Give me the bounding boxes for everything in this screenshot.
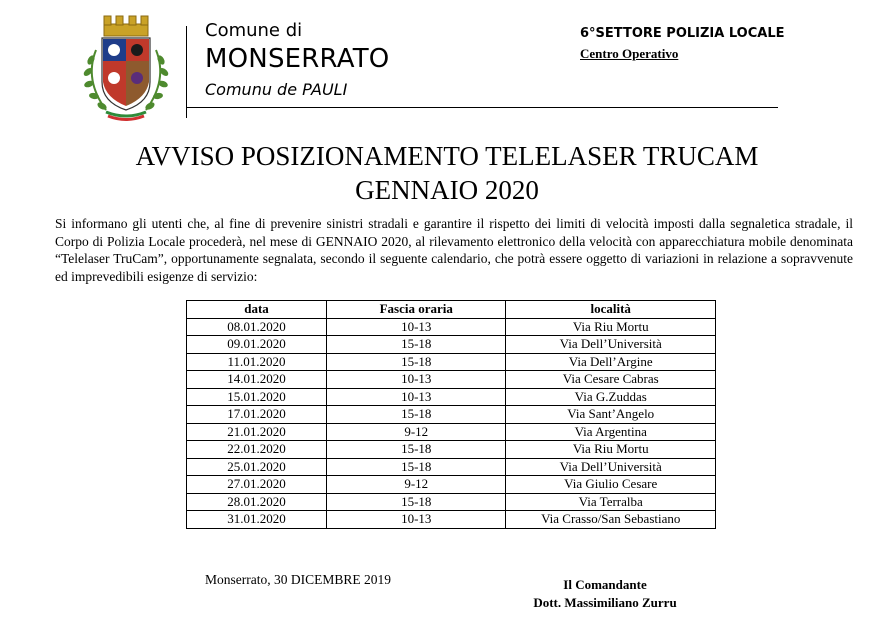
table-row <box>187 336 716 354</box>
cell-location: Via Giulio Cesare <box>506 476 716 494</box>
cell-time-slot: 15-18 <box>327 441 506 459</box>
cell-date: 14.01.2020 <box>187 371 327 389</box>
intro-paragraph: Si informano gli utenti che, al fine di prevenire sinistri stradali e garantire il rispetto dei limiti di velocità imposti dalla segnaletica stradale, il Corpo di Polizia Locale procederà, nel mese di GENNAIO 2020, al rilevamento elettronico della velocità con apparecchiatura mobile denominata “Telelaser TruCam”, opportunamente segnalata, secondo il seguente calendario, che potrà essere oggetto di variazioni in relazione a sopravvenute ed imprevedibili esigenze di servizio: <box>55 216 853 284</box>
cell-location: Via Dell’Università <box>506 458 716 476</box>
table-row <box>187 441 716 459</box>
comune-di-label: Comune di <box>205 20 303 41</box>
column-header-time-slot: Fascia oraria <box>327 301 506 319</box>
document-title: AVVISO POSIZIONAMENTO TELELASER TRUCAM <box>135 141 759 171</box>
cell-date: 11.01.2020 <box>187 353 327 371</box>
table-row <box>187 388 716 406</box>
header-vertical-divider <box>186 26 187 118</box>
cell-time-slot: 9-12 <box>327 476 506 494</box>
cell-location: Via Crasso/San Sebastiano <box>506 511 716 529</box>
cell-location: Via Cesare Cabras <box>506 371 716 389</box>
cell-time-slot: 10-13 <box>327 511 506 529</box>
cell-time-slot: 15-18 <box>327 493 506 511</box>
table-row <box>187 493 716 511</box>
shield-icon <box>102 38 150 110</box>
signer-role: Il Comandante <box>563 577 647 592</box>
table-row <box>187 318 716 336</box>
place-and-date: Monserrato, 30 DICEMBRE 2019 <box>205 572 391 587</box>
cell-time-slot: 9-12 <box>327 423 506 441</box>
cell-location: Via Argentina <box>506 423 716 441</box>
table-row <box>187 511 716 529</box>
crown-icon <box>104 16 148 36</box>
department-name: 6°SETTORE POLIZIA LOCALE <box>580 26 785 41</box>
cell-time-slot: 10-13 <box>327 318 506 336</box>
document-subtitle: GENNAIO 2020 <box>355 175 539 205</box>
cell-date: 17.01.2020 <box>187 406 327 424</box>
municipal-crest-logo <box>76 10 176 124</box>
header-horizontal-divider <box>186 107 778 108</box>
cell-date: 15.01.2020 <box>187 388 327 406</box>
table-row <box>187 371 716 389</box>
cell-date: 28.01.2020 <box>187 493 327 511</box>
table-row <box>187 353 716 371</box>
cell-time-slot: 10-13 <box>327 371 506 389</box>
cell-location: Via G.Zuddas <box>506 388 716 406</box>
table-header-row <box>187 301 716 319</box>
column-header-date: data <box>187 301 327 319</box>
cell-date: 08.01.2020 <box>187 318 327 336</box>
cell-date: 25.01.2020 <box>187 458 327 476</box>
column-header-location: località <box>506 301 716 319</box>
table-row <box>187 476 716 494</box>
cell-date: 21.01.2020 <box>187 423 327 441</box>
municipality-name: MONSERRATO <box>205 44 390 74</box>
ribbon-icon <box>106 112 146 120</box>
cell-date: 22.01.2020 <box>187 441 327 459</box>
department-unit: Centro Operativo <box>580 46 679 61</box>
cell-date: 09.01.2020 <box>187 336 327 354</box>
signer-name: Dott. Massimiliano Zurru <box>533 595 677 610</box>
cell-location: Via Sant’Angelo <box>506 406 716 424</box>
cell-time-slot: 15-18 <box>327 336 506 354</box>
cell-location: Via Dell’Università <box>506 336 716 354</box>
cell-date: 27.01.2020 <box>187 476 327 494</box>
cell-time-slot: 10-13 <box>327 388 506 406</box>
cell-location: Via Dell’Argine <box>506 353 716 371</box>
schedule-table <box>186 300 716 529</box>
municipality-sardinian-name: Comunu de PAULI <box>205 80 348 99</box>
cell-location: Via Terralba <box>506 493 716 511</box>
cell-time-slot: 15-18 <box>327 406 506 424</box>
cell-time-slot: 15-18 <box>327 353 506 371</box>
cell-time-slot: 15-18 <box>327 458 506 476</box>
table-row <box>187 406 716 424</box>
cell-location: Via Riu Mortu <box>506 441 716 459</box>
cell-date: 31.01.2020 <box>187 511 327 529</box>
cell-location: Via Riu Mortu <box>506 318 716 336</box>
table-row <box>187 458 716 476</box>
signature-block <box>520 576 690 612</box>
table-row <box>187 423 716 441</box>
